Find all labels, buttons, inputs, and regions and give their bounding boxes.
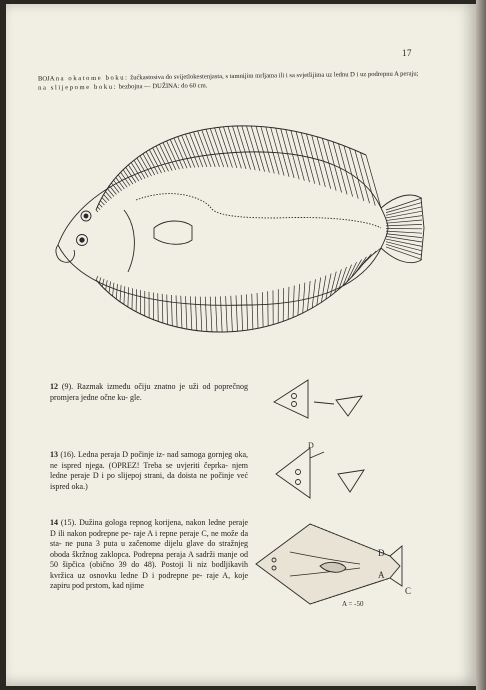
key-line: ne puna 3 puta u začenome dijelu glave do [65, 539, 216, 548]
tail-ray [386, 220, 422, 223]
tail-ray [386, 216, 422, 221]
fin-ray [288, 287, 289, 320]
fin-ray [205, 297, 207, 332]
fin-ray [298, 284, 300, 315]
page-edge [476, 0, 486, 690]
fin-ray [220, 296, 222, 332]
key-line: (obično 39 do 48). Postoji li niz bodljikavih [89, 560, 249, 569]
figure-tail-peduncle [250, 516, 420, 608]
key-item-14 [50, 518, 248, 592]
key-line: peraja A sadrži manje od 50 šipčica [50, 549, 248, 569]
fin-ray [109, 186, 116, 195]
intro-boja: BOJA [37, 75, 55, 83]
fin-ray [102, 197, 107, 202]
fin-ray [303, 283, 305, 313]
fin-ray [226, 296, 228, 332]
fin-ray [167, 294, 168, 324]
fin-ray [257, 293, 258, 328]
figure-dorsal-start [264, 440, 384, 502]
fin-ray [96, 276, 98, 280]
label-count: A = -50 [342, 600, 364, 608]
fin-ray [186, 296, 187, 329]
fin-ray [321, 276, 326, 303]
label-ventral-fig: A [378, 570, 385, 580]
key-line: kvržica uz osnovku ledne D i podrepne pe- [50, 570, 203, 580]
key-line: njega. (OPREZ! Treba se uvjeriti čeprka- [85, 460, 228, 470]
fin-ray [236, 295, 238, 331]
key-number: 14 [50, 518, 58, 527]
fin-ray [121, 172, 130, 185]
fin-ray [102, 279, 104, 287]
fin-ray [116, 284, 117, 299]
key-line: Razmak između očiju znatno je [76, 382, 186, 391]
intro-paragraph [38, 69, 422, 92]
fin-ray [118, 175, 127, 187]
label-dorsal-fig: D [378, 548, 385, 558]
key-line: Dužina gologa repnog korijena, [79, 518, 183, 527]
key-number: 12 [50, 382, 58, 391]
fin-ray [268, 291, 269, 326]
fin-ray [114, 180, 122, 191]
fin-ray [241, 295, 242, 331]
fin-ray [124, 286, 125, 304]
fin-ray [113, 283, 114, 296]
fin-ray [181, 296, 182, 328]
fin-ray [231, 296, 233, 332]
key-line: Ledna peraja D počinje iz- [78, 450, 165, 459]
tail-ray [386, 211, 422, 218]
fin-ray [123, 170, 133, 184]
fin-ray [215, 297, 217, 332]
fin-ray [120, 285, 121, 302]
key-line: gle. [129, 392, 142, 402]
tail-ray [386, 231, 422, 233]
key-number: 13 [50, 450, 58, 459]
key-line: nakon ledne peraje D ili nakon podrepne pe- [50, 518, 249, 538]
key-line: nad samoga gornjeg oka, ne ispred [50, 450, 249, 470]
fin-ray [97, 207, 100, 210]
key-line: raje A, koje zapiru pod prstom, kad njime [50, 570, 248, 590]
label-dorsal: D [308, 441, 314, 450]
tail-ray [386, 224, 422, 225]
fin-ray [312, 279, 315, 308]
fin-ray [252, 294, 253, 329]
fin-ray [162, 294, 163, 323]
fin-ray [104, 194, 109, 200]
fin-ray [262, 292, 263, 327]
intro-slijepome: na slijepome boku: [38, 83, 118, 92]
page-number: 17 [402, 48, 412, 58]
intro-okatome: na okatome boku: [55, 74, 129, 83]
label-caudal-fig: C [405, 586, 412, 596]
fin-ray [246, 294, 247, 330]
key-line: njem ledne peraje D i po slijepoj strani, da [50, 460, 249, 480]
fin-ray [176, 295, 177, 327]
flatfish-illustration [36, 100, 436, 380]
fin-ray [195, 297, 196, 331]
fin-ray [132, 288, 133, 309]
fin-ray [317, 278, 321, 306]
key-alt: (9). [61, 382, 74, 391]
fin-ray [171, 295, 172, 326]
key-alt: (16). [60, 450, 76, 459]
key-line: doista ne počinje već ispred oka.) [50, 471, 248, 491]
fin-ray [307, 281, 310, 311]
key-line: uži od poprečnog promjera jedne očne ku- [50, 382, 249, 402]
fin-ray [190, 296, 191, 330]
key-item-13 [50, 450, 248, 492]
fin-ray [99, 204, 102, 208]
book-page [6, 4, 476, 686]
key-alt: (15). [60, 518, 77, 527]
fin-ray [200, 297, 202, 331]
fin-ray [96, 210, 98, 212]
intro-length: bezbojna — DUŽINA: do 60 cm. [118, 82, 208, 91]
key-line: raje A i repne peraje C, ne može da sta- [50, 528, 249, 548]
fin-ray [128, 287, 129, 307]
figure-eyes-close [264, 374, 384, 424]
fin-ray [100, 201, 104, 205]
key-line: stražnjeg oboda škržnog zaklopca. Podrepna [50, 539, 248, 559]
intro-colour: žućkastosiva do svijetlokestenjasta, s tamnijim mrljama ili i sa svjetlijima uz lednu D i uz podrepnu A peraju; [130, 70, 419, 82]
fin-ray [366, 248, 381, 260]
fin-ray [210, 297, 212, 332]
key-item-12 [50, 382, 248, 403]
